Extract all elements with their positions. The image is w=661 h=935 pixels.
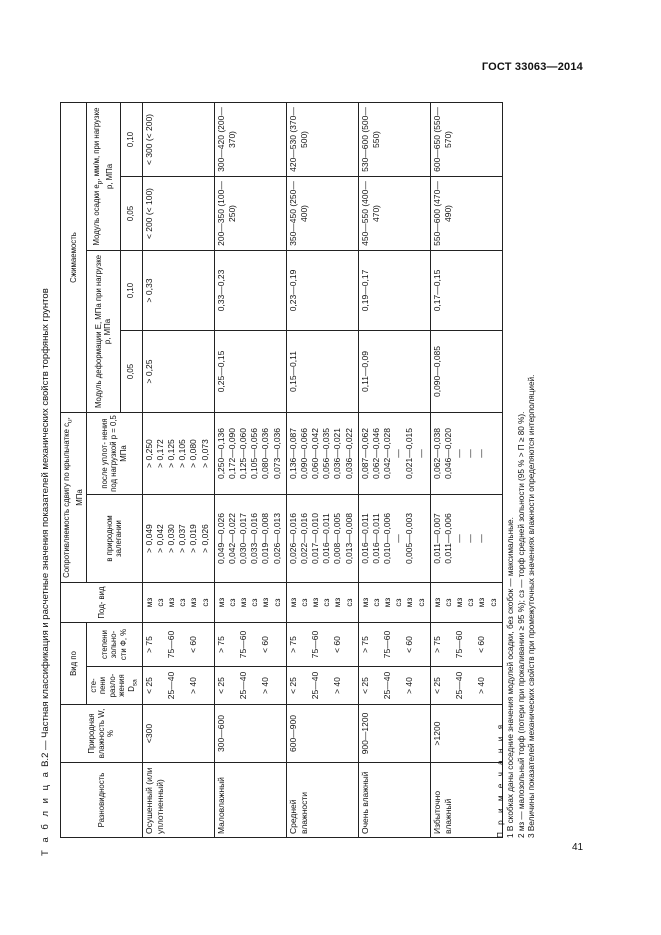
ash-value: < 60 bbox=[332, 636, 343, 653]
subkind-value: сз bbox=[249, 598, 260, 607]
head-shear-unit: , МПа bbox=[62, 417, 85, 506]
cell-subkind bbox=[286, 583, 358, 623]
subkind-value: мз bbox=[260, 597, 271, 608]
table-row bbox=[430, 102, 502, 837]
head-shear bbox=[61, 413, 87, 583]
cell-ash bbox=[286, 623, 358, 667]
head-compress: Сжимаемость bbox=[61, 102, 87, 412]
cell-shear-after bbox=[358, 413, 430, 495]
ash-value: > 75 bbox=[287, 636, 298, 653]
head-shear-nat: в природном залегании bbox=[86, 495, 142, 583]
cell-modulus-s1: 450—550 (400—470) bbox=[358, 177, 430, 251]
shear-nat-value: 0,016—0,011 bbox=[321, 513, 332, 564]
cell-modulus-s2: < 300 (< 200) bbox=[142, 102, 214, 176]
shear-nat-value: — bbox=[476, 534, 487, 543]
shear-after-value: > 0,073 bbox=[199, 439, 210, 468]
decomp-value: > 40 bbox=[260, 677, 271, 694]
notes-title: П р и м е ч а н и я bbox=[496, 722, 505, 838]
cell-modulus-e2: 0,17—0,15 bbox=[430, 251, 502, 331]
cell-shear-nat bbox=[286, 495, 358, 583]
subkind-value: сз bbox=[177, 598, 188, 607]
cell-modulus-e2: 0,19—0,17 bbox=[358, 251, 430, 331]
ash-value bbox=[177, 625, 188, 664]
cell-subkind bbox=[214, 583, 286, 623]
ash-value: 75—60 bbox=[165, 630, 176, 659]
table-row bbox=[142, 102, 214, 837]
ash-value bbox=[155, 625, 166, 664]
standard-number: ГОСТ 33063—2014 bbox=[481, 61, 583, 73]
shear-nat-value: — bbox=[465, 534, 476, 543]
decomp-value: < 25 bbox=[287, 677, 298, 694]
subkind-value: сз bbox=[370, 598, 381, 607]
shear-nat-value: > 0,049 bbox=[143, 524, 154, 553]
cell-moisture: 300—600 bbox=[214, 705, 286, 763]
decomp-value: > 40 bbox=[476, 677, 487, 694]
ash-value bbox=[272, 625, 283, 664]
decomp-value bbox=[155, 669, 166, 702]
subkind-value: сз bbox=[393, 598, 404, 607]
subkind-value: мз bbox=[431, 597, 442, 608]
decomp-value: > 40 bbox=[332, 677, 343, 694]
cell-decomp bbox=[430, 667, 502, 705]
shear-nat-value: > 0,019 bbox=[188, 524, 199, 553]
shear-nat-value: 0,017—0,010 bbox=[309, 512, 320, 565]
decomp-value bbox=[416, 669, 427, 702]
ash-value: < 60 bbox=[476, 636, 487, 653]
ash-value: < 60 bbox=[188, 636, 199, 653]
cell-modulus-s1: 350—450 (250—400) bbox=[286, 177, 358, 251]
ash-value bbox=[443, 625, 454, 664]
ash-value bbox=[200, 625, 211, 664]
cell-shear-nat bbox=[214, 495, 286, 583]
shear-nat-value: 0,049—0,026 bbox=[215, 512, 226, 565]
page-number: 41 bbox=[572, 842, 584, 853]
shear-nat-value: > 0,026 bbox=[199, 524, 210, 553]
head-shear-after: после уплот- нения под нагрузкой p = 0,5 МПа bbox=[86, 413, 142, 495]
shear-after-value: 0,021—0,015 bbox=[404, 427, 415, 480]
shear-nat-value: > 0,030 bbox=[165, 524, 176, 553]
shear-after-value: 0,087—0,062 bbox=[359, 427, 370, 480]
note-item: 3 Величины показателей механических свойств при промежуточных значениях влажности определяются интерполяцией. bbox=[527, 374, 537, 838]
head-p2: 0,10 bbox=[120, 251, 142, 331]
head-p3: 0,05 bbox=[120, 177, 142, 251]
ash-value: 75—60 bbox=[309, 630, 320, 659]
subkind-value: сз bbox=[298, 598, 309, 607]
note-item: 1 В скобках даны соседние значения модулей осадки, без скобок — максимальные. bbox=[506, 517, 516, 838]
shear-after-value: 0,046—0,020 bbox=[442, 427, 453, 480]
cell-modulus-e1: 0,11—0,09 bbox=[358, 331, 430, 413]
shear-nat-value: 0,008—0,005 bbox=[332, 512, 343, 565]
decomp-value bbox=[443, 669, 454, 702]
subkind-value: мз bbox=[404, 597, 415, 608]
shear-nat-value: 0,013—0,008 bbox=[343, 512, 354, 565]
decomp-value bbox=[299, 669, 310, 702]
decomp-value bbox=[371, 669, 382, 702]
cell-variety: Маловлажный bbox=[214, 763, 286, 838]
decomp-value bbox=[177, 669, 188, 702]
decomp-value bbox=[249, 669, 260, 702]
decomp-value: 25—40 bbox=[453, 671, 464, 700]
head-shear-text: Сопротивляемость сдвигу по крыльчатке с bbox=[62, 423, 71, 578]
shear-after-value: 0,056—0,035 bbox=[321, 427, 332, 480]
cell-shear-nat bbox=[430, 495, 502, 583]
shear-after-value: 0,136—0,087 bbox=[287, 427, 298, 480]
shear-nat-value: > 0,042 bbox=[154, 524, 165, 553]
shear-after-value: 0,172—0,090 bbox=[226, 427, 237, 480]
shear-nat-value: 0,010—0,006 bbox=[381, 512, 392, 565]
cell-ash bbox=[430, 623, 502, 667]
subkind-value: сз bbox=[199, 598, 210, 607]
subkind-value: мз bbox=[165, 597, 176, 608]
shear-nat-value: 0,016—0,011 bbox=[359, 513, 370, 564]
subkind-value: сз bbox=[465, 598, 476, 607]
subkind-value: сз bbox=[321, 598, 332, 607]
subkind-value: мз bbox=[188, 597, 199, 608]
head-decomp bbox=[86, 667, 142, 705]
subkind-value: сз bbox=[415, 598, 426, 607]
cell-moisture: >1200 bbox=[430, 705, 502, 763]
cell-ash bbox=[358, 623, 430, 667]
cell-decomp bbox=[214, 667, 286, 705]
head-subkind: Под- вид bbox=[61, 583, 143, 623]
shear-after-value: — bbox=[393, 449, 404, 458]
subkind-value: мз bbox=[237, 597, 248, 608]
head-modulus-s-rest: , мм/м, при нагрузке p, МПа bbox=[91, 107, 114, 190]
cell-modulus-e1: 0,25—0,15 bbox=[214, 331, 286, 413]
shear-after-value: — bbox=[465, 449, 476, 458]
cell-moisture: <300 bbox=[142, 705, 214, 763]
decomp-value bbox=[393, 669, 404, 702]
subkind-value: сз bbox=[487, 598, 498, 607]
shear-after-value: > 0,250 bbox=[143, 439, 154, 468]
ash-value: < 60 bbox=[404, 636, 415, 653]
shear-after-value: 0,062—0,038 bbox=[431, 427, 442, 480]
head-variety: Разновидность bbox=[61, 763, 143, 838]
ash-value: < 60 bbox=[260, 636, 271, 653]
shear-after-value: 0,250—0,136 bbox=[215, 427, 226, 480]
cell-shear-after bbox=[286, 413, 358, 495]
ash-value bbox=[465, 625, 476, 664]
shear-after-value: — bbox=[453, 449, 464, 458]
shear-after-value: 0,060—0,042 bbox=[309, 427, 320, 480]
ash-value bbox=[416, 625, 427, 664]
cell-variety: Осушенный (или уплотненный) bbox=[142, 763, 214, 838]
head-modulus-s-text: Модуль осадки e bbox=[91, 184, 101, 246]
subkind-value: мз bbox=[476, 597, 487, 608]
shear-nat-value: 0,016—0,011 bbox=[370, 513, 381, 564]
ash-value bbox=[321, 625, 332, 664]
shear-nat-value: — bbox=[393, 534, 404, 543]
cell-modulus-e2: 0,23—0,19 bbox=[286, 251, 358, 331]
shear-after-value: 0,036—0,022 bbox=[343, 427, 354, 480]
cell-variety: Очень влажный bbox=[358, 763, 430, 838]
cell-decomp bbox=[358, 667, 430, 705]
shear-after-value: 0,125—0,060 bbox=[237, 427, 248, 480]
shear-after-value: > 0,125 bbox=[165, 439, 176, 468]
ash-value: > 75 bbox=[431, 636, 442, 653]
shear-after-value: — bbox=[415, 449, 426, 458]
cell-modulus-s1: 550—600 (470—490) bbox=[430, 177, 502, 251]
head-kind: Вид по bbox=[61, 623, 87, 705]
shear-nat-value: 0,026—0,013 bbox=[271, 512, 282, 565]
decomp-value: 25—40 bbox=[381, 671, 392, 700]
ash-value bbox=[371, 625, 382, 664]
subkind-value: сз bbox=[154, 598, 165, 607]
head-p1: 0,05 bbox=[120, 331, 142, 413]
cell-subkind bbox=[142, 583, 214, 623]
ash-value bbox=[344, 625, 355, 664]
shear-nat-value: 0,026—0,016 bbox=[287, 512, 298, 565]
shear-nat-value: 0,042—0,022 bbox=[226, 512, 237, 565]
cell-modulus-e1: > 0,25 bbox=[142, 331, 214, 413]
head-ash: степени зольно- сти Ф, % bbox=[86, 623, 142, 667]
table-row bbox=[286, 102, 358, 837]
head-decomp-text: сте- пени разло- жения D bbox=[88, 673, 136, 698]
shear-after-value: — bbox=[476, 449, 487, 458]
table-caption-label: Т а б л и ц а bbox=[40, 769, 51, 856]
subkind-value: мз bbox=[381, 597, 392, 608]
decomp-value bbox=[200, 669, 211, 702]
subkind-value: сз bbox=[442, 598, 453, 607]
head-modulus-s bbox=[86, 102, 120, 250]
head-moisture: Природная влажность W, % bbox=[61, 705, 143, 763]
cell-modulus-s2: 300—420 (200—370) bbox=[214, 102, 286, 176]
decomp-value: < 25 bbox=[215, 677, 226, 694]
subkind-value: сз bbox=[343, 598, 354, 607]
head-modulus-s-sub: p bbox=[96, 180, 104, 185]
cell-modulus-s2: 600—650 (550—570) bbox=[430, 102, 502, 176]
head-modulus-e: Модуль деформации E, МПа при нагрузке p, МПа bbox=[86, 251, 120, 413]
shear-after-value: 0,105—0,056 bbox=[249, 427, 260, 480]
shear-nat-value bbox=[416, 497, 427, 580]
rotated-page-content bbox=[40, 96, 560, 856]
decomp-value: < 25 bbox=[143, 677, 154, 694]
decomp-value bbox=[227, 669, 238, 702]
decomp-value: 25—40 bbox=[165, 671, 176, 700]
cell-modulus-e2: 0,33—0,23 bbox=[214, 251, 286, 331]
shear-nat-value: 0,011—0,006 bbox=[442, 513, 453, 564]
shear-after-value: 0,036—0,021 bbox=[332, 427, 343, 480]
cell-modulus-s1: 200—350 (100—250) bbox=[214, 177, 286, 251]
cell-ash bbox=[214, 623, 286, 667]
ash-value: 75—60 bbox=[381, 630, 392, 659]
ash-value bbox=[249, 625, 260, 664]
shear-nat-value: 0,019—0,008 bbox=[260, 512, 271, 565]
subkind-value: мз bbox=[309, 597, 320, 608]
table-caption bbox=[40, 96, 51, 856]
cell-moisture: 900—1200 bbox=[358, 705, 430, 763]
ash-value: 75—60 bbox=[237, 630, 248, 659]
decomp-value bbox=[465, 669, 476, 702]
subkind-value: мз bbox=[359, 597, 370, 608]
head-shear-sub: u bbox=[66, 419, 74, 423]
subkind-value: мз bbox=[143, 597, 154, 608]
ash-value bbox=[299, 625, 310, 664]
decomp-value: > 40 bbox=[404, 677, 415, 694]
shear-after-value: > 0,105 bbox=[177, 439, 188, 468]
ash-value bbox=[393, 625, 404, 664]
cell-decomp bbox=[142, 667, 214, 705]
decomp-value: > 40 bbox=[188, 677, 199, 694]
subkind-value: мз bbox=[332, 597, 343, 608]
shear-nat-value: > 0,037 bbox=[177, 524, 188, 553]
cell-ash bbox=[142, 623, 214, 667]
decomp-value: < 25 bbox=[359, 677, 370, 694]
decomp-value: 25—40 bbox=[309, 671, 320, 700]
subkind-value: мз bbox=[215, 597, 226, 608]
table-row bbox=[358, 102, 430, 837]
shear-nat-value: 0,030—0,017 bbox=[237, 512, 248, 565]
shear-after-value: 0,073—0,036 bbox=[271, 427, 282, 480]
decomp-value bbox=[272, 669, 283, 702]
decomp-value bbox=[344, 669, 355, 702]
shear-nat-value: 0,011—0,007 bbox=[431, 513, 442, 564]
shear-after-value: 0,080—0,036 bbox=[260, 427, 271, 480]
decomp-value: 25—40 bbox=[237, 671, 248, 700]
cell-modulus-e2: > 0,33 bbox=[142, 251, 214, 331]
ash-value: > 75 bbox=[215, 636, 226, 653]
cell-shear-nat bbox=[142, 495, 214, 583]
cell-modulus-s2: 420—530 (370—500) bbox=[286, 102, 358, 176]
head-decomp-sub: sa bbox=[131, 679, 139, 687]
peat-soils-table bbox=[60, 102, 503, 838]
shear-nat-value: — bbox=[453, 534, 464, 543]
table-caption-text: В.2 — Частная классификация и расчетные значения показателей механических свойств торфяных грунтов bbox=[40, 288, 51, 770]
ash-value: > 75 bbox=[359, 636, 370, 653]
shear-nat-value: 0,005—0,003 bbox=[404, 512, 415, 565]
head-p4: 0,10 bbox=[120, 102, 142, 176]
ash-value bbox=[227, 625, 238, 664]
cell-modulus-s1: < 200 (< 100) bbox=[142, 177, 214, 251]
shear-after-value: > 0,172 bbox=[154, 439, 165, 468]
cell-shear-after bbox=[214, 413, 286, 495]
ash-value: 75—60 bbox=[453, 630, 464, 659]
note-item: 2 мз — малозольный торф (потери при прокаливании ≥ 95 %); сз — торф средней зольности (95 % > П ≥ 80 %). bbox=[516, 411, 526, 838]
cell-shear-after bbox=[430, 413, 502, 495]
decomp-value: < 25 bbox=[431, 677, 442, 694]
cell-subkind bbox=[430, 583, 502, 623]
decomp-value bbox=[321, 669, 332, 702]
subkind-value: мз bbox=[287, 597, 298, 608]
shear-after-value: 0,062—0,046 bbox=[370, 427, 381, 480]
subkind-value: мз bbox=[453, 597, 464, 608]
cell-modulus-e1: 0,15—0,11 bbox=[286, 331, 358, 413]
ash-value: > 75 bbox=[143, 636, 154, 653]
shear-after-value: 0,090—0,066 bbox=[298, 427, 309, 480]
cell-variety: Избыточно влажный bbox=[430, 763, 502, 838]
table-notes bbox=[496, 103, 538, 838]
cell-modulus-e1: 0,090—0,085 bbox=[430, 331, 502, 413]
shear-after-value: 0,042—0,028 bbox=[381, 427, 392, 480]
cell-variety: Средней влажности bbox=[286, 763, 358, 838]
cell-shear-nat bbox=[358, 495, 430, 583]
subkind-value: сз bbox=[271, 598, 282, 607]
subkind-value: сз bbox=[226, 598, 237, 607]
cell-subkind bbox=[358, 583, 430, 623]
cell-modulus-s2: 530—600 (500—550) bbox=[358, 102, 430, 176]
table-row bbox=[214, 102, 286, 837]
shear-after-value: > 0,080 bbox=[188, 439, 199, 468]
shear-nat-value: 0,022—0,016 bbox=[298, 512, 309, 565]
cell-shear-after bbox=[142, 413, 214, 495]
shear-nat-value: 0,033—0,016 bbox=[249, 512, 260, 565]
cell-decomp bbox=[286, 667, 358, 705]
cell-moisture: 600—900 bbox=[286, 705, 358, 763]
